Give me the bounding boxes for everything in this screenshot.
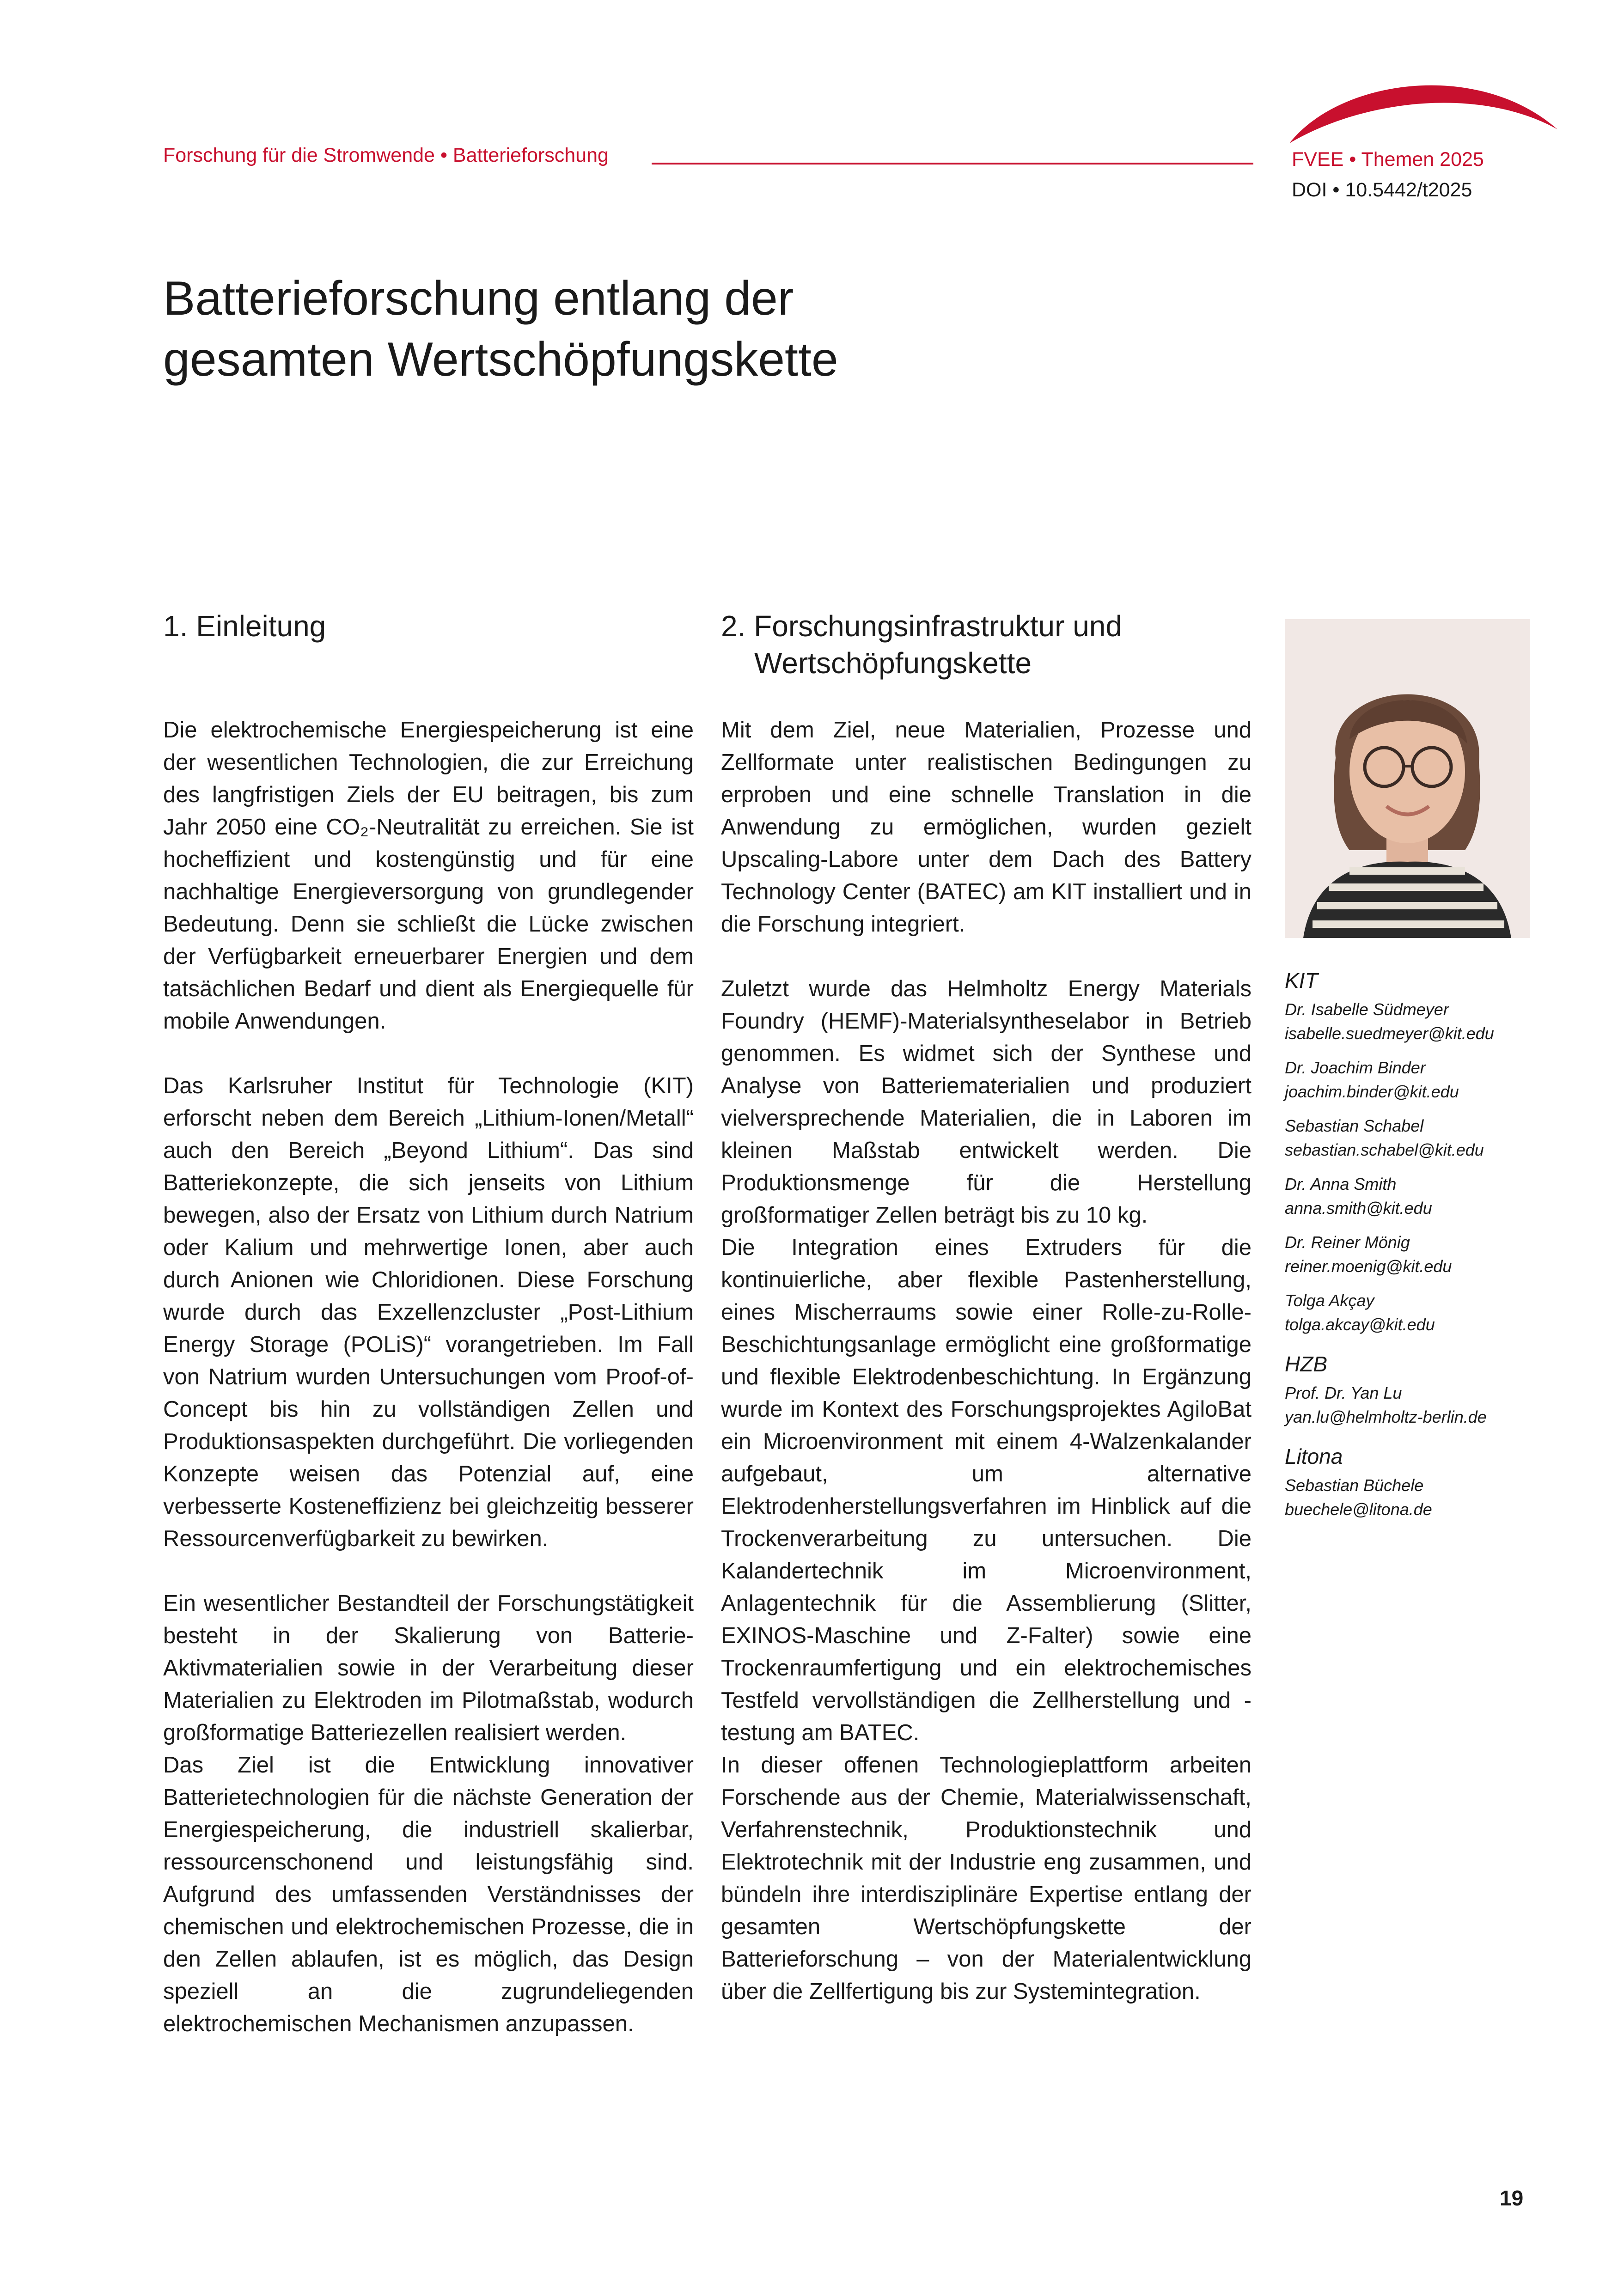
contact-person	[1285, 1381, 1557, 1429]
contact-person	[1285, 1056, 1557, 1104]
publication-series: FVEE • Themen 2025	[1292, 148, 1484, 171]
title-line-1: Batterieforschung entlang der	[163, 272, 794, 325]
contact-name: Dr. Anna Smith	[1285, 1175, 1397, 1194]
heading-line-1: 2. Forschungsinfrastruktur und	[721, 609, 1122, 643]
column-infrastructure	[721, 608, 1252, 2008]
paragraph: Mit dem Ziel, neue Materialien, Prozesse und Zellformate unter realistischen Bedingungen zu erproben und eine schnelle Translation in die Anwendung zu ermöglichen, wurden gezielt Upscaling-Labore unter dem Dach des Battery Technology Center (BATEC) am KIT installiert und in die Forschung integriert.	[721, 718, 1252, 937]
brand-arc-logo	[1285, 69, 1562, 148]
org-name-kit: KIT	[1285, 968, 1318, 993]
contact-person	[1285, 998, 1557, 1046]
running-head: Forschung für die Stromwende • Batterieforschung	[163, 144, 609, 166]
column-introduction	[163, 608, 694, 2040]
contact-name: Prof. Dr. Yan Lu	[1285, 1383, 1402, 1402]
contact-person	[1285, 1474, 1557, 1522]
contact-person	[1285, 1172, 1557, 1220]
paragraph: Das Karlsruher Institut für Technologie (KIT) erforscht neben dem Bereich „Lithium-Ionen/Metall“ auch den Bereich „Beyond Lithium“. Das sind Batteriekonzepte, die sich jenseits von Lithium bewegen, also der Ersatz von Lithium durch Natrium oder Kalium und mehrwertige Ionen, aber auch durch Anionen wie Chloridionen. Diese Forschung wurde durch das Exzellenzcluster „Post-Lithium Energy Storage (POLiS)“ vorangetrieben. Im Fall von Natrium wurden Untersuchungen vom Proof-of-Concept bis hin zu vollständigen Zellen und Produktionsaspekten durchgeführt. Die vorliegenden Konzepte weisen das Potenzial auf, eine verbesserte Kosteneffizienz bei gleichzeitig besserer Ressourcenverfügbarkeit zu bewirken.	[163, 1073, 694, 1551]
heading-line-2: Wertschöpfungskette	[754, 646, 1032, 680]
contact-email[interactable]: sebastian.schabel@kit.edu	[1285, 1140, 1484, 1159]
paragraph: Die Integration eines Extruders für die kontinuierliche, aber flexible Pastenherstellung, eines Mischerraums sowie einer Rolle-zu-Rolle-Beschichtungsanlage ermöglicht eine großformatige und flexible Elektrodenbeschichtung. In Ergänzung wurde im Kontext des Forschungsprojektes AgiloBat ein Microenvironment mit einem 4-Walzenkalander aufgebaut, um alternative Elektrodenherstellungsverfahren im Hinblick auf die Trockenverarbeitung zu untersuchen. Die Kalandertechnik im Microenvironment, Anlagentechnik für die Assemblierung (Slitter, EXINOS-Maschine und Z-Falter) sowie eine Trockenraumfertigung und ein elektrochemisches Testfeld vervollständigen die Zellherstellung und -testung am BATEC.	[721, 1235, 1252, 1745]
doi: DOI • 10.5442/t2025	[1292, 179, 1472, 201]
author-portrait-photo	[1285, 619, 1530, 938]
paragraph: Ein wesentlicher Bestandteil der Forschungstätigkeit besteht in der Skalierung von Batterie-Aktivmaterialien sowie in der Verarbeitung dieser Materialien zu Elektroden im Pilotmaßstab, wodurch großformatige Batteriezellen realisiert werden.	[163, 1591, 694, 1745]
org-name-hzb: HZB	[1285, 1352, 1327, 1376]
contact-name: Dr. Joachim Binder	[1285, 1058, 1426, 1077]
page-number: 19	[1500, 2186, 1524, 2210]
publication-info	[1292, 144, 1525, 205]
paragraph: Zuletzt wurde das Helmholtz Energy Materials Foundry (HEMF)-Materialsyntheselabor in Betrieb genommen. Es widmet sich der Synthese und Analyse von Batteriematerialien und produziert vielversprechende Materialien, die in Laboren im kleinen Maßstab entwickelt werden. Die Produktionsmenge für die Herstellung großformatiger Zellen beträgt bis zu 10 kg.	[721, 976, 1252, 1228]
contact-email[interactable]: joachim.binder@kit.edu	[1285, 1082, 1459, 1101]
page-title	[163, 268, 1087, 390]
contact-name: Tolga Akçay	[1285, 1291, 1374, 1310]
paragraph: In dieser offenen Technologieplattform arbeiten Forschende aus der Chemie, Materialwissenschaft, Verfahrenstechnik, Produktionstechnik und Elektrotechnik mit der Industrie eng zusammen, und bündeln ihre interdisziplinäre Expertise entlang der gesamten Wertschöpfungskette der Batterieforschung – von der Materialentwicklung über die Zellfertigung bis zur Systemintegration.	[721, 1753, 1252, 2004]
contact-person	[1285, 1289, 1557, 1337]
contact-name: Sebastian Büchele	[1285, 1476, 1424, 1495]
contact-name: Dr. Reiner Mönig	[1285, 1233, 1410, 1252]
contact-name: Dr. Isabelle Südmeyer	[1285, 1000, 1449, 1019]
contact-name: Sebastian Schabel	[1285, 1116, 1424, 1135]
contact-email[interactable]: anna.smith@kit.edu	[1285, 1199, 1432, 1218]
contact-email[interactable]: isabelle.suedmeyer@kit.edu	[1285, 1024, 1494, 1043]
contacts-sidebar	[1285, 963, 1557, 1532]
title-line-2: gesamten Wertschöpfungskette	[163, 333, 838, 386]
contact-email[interactable]: yan.lu@helmholtz-berlin.de	[1285, 1407, 1487, 1426]
org-name-litona: Litona	[1285, 1444, 1343, 1468]
contact-person	[1285, 1230, 1557, 1279]
section-heading-introduction: 1. Einleitung	[163, 609, 326, 643]
header-rule	[652, 163, 1253, 164]
contact-person	[1285, 1114, 1557, 1162]
contact-email[interactable]: tolga.akcay@kit.edu	[1285, 1315, 1435, 1334]
paragraph: Die elektrochemische Energiespeicherung ist eine der wesentlichen Technologien, die zur Erreichung des langfristigen Ziels der EU beitragen, bis zum Jahr 2050 eine CO₂-Neutralität zu erreichen. Sie ist hocheffizient und kostengünstig und für eine nachhaltige Energieversorgung von grundlegender Bedeutung. Denn sie schließt die Lücke zwischen der Verfügbarkeit erneuerbarer Energien und dem tatsächlichen Bedarf und dient als Energiequelle für mobile Anwendungen.	[163, 718, 694, 1034]
contact-email[interactable]: reiner.moenig@kit.edu	[1285, 1257, 1452, 1276]
section-heading-infrastructure	[721, 608, 1252, 714]
contact-email[interactable]: buechele@litona.de	[1285, 1500, 1432, 1519]
paragraph: Das Ziel ist die Entwicklung innovativer Batterietechnologien für die nächste Generation der Energiespeicherung, die industriell skalierbar, ressourcenschonend und leistungsfähig sind. Aufgrund des umfassenden Verständnisses der chemischen und elektrochemischen Prozesse, die in den Zellen ablaufen, ist es möglich, das Design speziell an die zugrundeliegenden elektrochemischen Mechanismen anzupassen.	[163, 1753, 694, 2036]
